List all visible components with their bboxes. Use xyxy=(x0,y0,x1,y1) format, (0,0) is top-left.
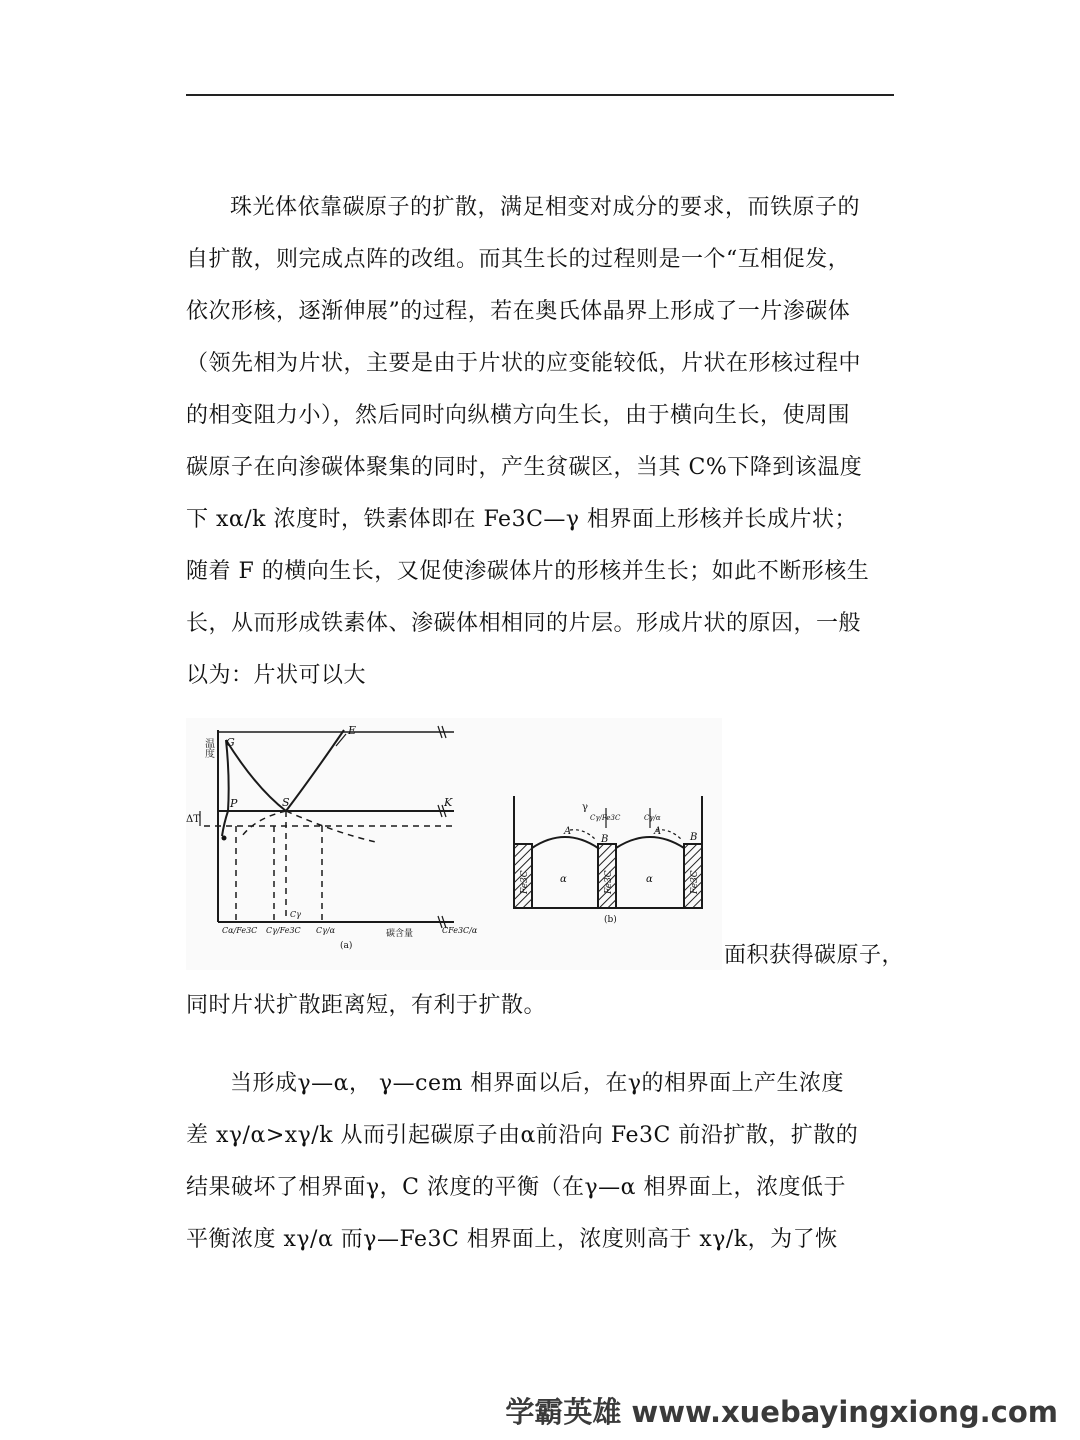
figure-svg xyxy=(186,718,722,970)
label-a-right: A xyxy=(654,826,662,837)
text-line: 长，从而形成铁素体、渗碳体相相同的片层。形成片状的原因，一般 xyxy=(186,611,862,636)
label-fe3c-middle: Fe3C xyxy=(604,870,614,894)
label-fe3c-left: Fe3C xyxy=(520,870,530,894)
label-c-gamma-fe3c: Cγ/Fe3C xyxy=(590,814,621,822)
text-line: 平衡浓度 xγ/α 而γ—Fe3C 相界面上，浓度则高于 xγ/k，为了恢 xyxy=(186,1227,838,1252)
label-b-left: B xyxy=(601,834,609,845)
label-a-left: A xyxy=(564,826,572,837)
pearlite-growth-figure xyxy=(186,718,722,970)
x-axis-label: 碳含量 xyxy=(386,929,414,939)
text-line: 依次形核，逐渐伸展”的过程，若在奥氏体晶界上形成了一片渗碳体 xyxy=(186,299,851,324)
label-gamma: γ xyxy=(582,802,588,813)
text-line: 随着 F 的横向生长，又促使渗碳体片的形核并生长；如此不断形核生 xyxy=(186,559,870,584)
header-rule xyxy=(186,94,894,96)
text-line: 结果破坏了相界面γ，C 浓度的平衡（在γ—α 相界面上，浓度低于 xyxy=(186,1175,846,1200)
text-line: 碳原子在向渗碳体聚集的同时，产生贫碳区，当其 C%下降到该温度 xyxy=(186,455,863,480)
text-line: 面积获得碳原子， xyxy=(724,943,905,968)
site-watermark: 学霸英雄 www.xuebayingxiong.com xyxy=(505,1395,1058,1429)
caption-b: (b) xyxy=(604,915,617,925)
label-p: P xyxy=(230,797,238,810)
label-s: S xyxy=(282,796,290,809)
text-line: 的相变阻力小），然后同时向纵横方向生长，由于横向生长，使周围 xyxy=(186,403,851,428)
tick-label-3: Cγ/α xyxy=(316,926,335,935)
label-c-gamma: Cγ xyxy=(290,910,301,919)
tick-label-1: Cα/Fe3C xyxy=(222,926,258,935)
text-line: （领先相为片状，主要是由于片状的应变能较低，片状在形核过程中 xyxy=(186,351,862,376)
text-line: 下 xα/k 浓度时，铁素体即在 Fe3C—γ 相界面上形核并长成片状； xyxy=(186,507,858,532)
tick-label-5: CFe3C/α xyxy=(442,926,478,935)
label-alpha-left: α xyxy=(560,874,567,885)
text-line: 以为：片状可以大 xyxy=(186,663,367,688)
text-line: 当形成γ—α， γ—cem 相界面以后，在γ的相界面上产生浓度 xyxy=(230,1071,844,1096)
text-line: 差 xγ/α>xγ/k 从而引起碳原子由α前沿向 Fe3C 前沿扩散，扩散的 xyxy=(186,1123,859,1148)
label-delta-t: ΔT xyxy=(186,814,200,825)
point-dot xyxy=(222,836,227,841)
label-b-right: B xyxy=(690,832,698,843)
label-c-gamma-alpha: Cγ/α xyxy=(644,814,661,822)
y-axis-label: 温度 xyxy=(202,738,214,758)
paragraph-2 xyxy=(186,1058,896,1266)
label-k: K xyxy=(444,796,453,809)
label-e: E xyxy=(348,724,357,737)
label-alpha-right: α xyxy=(646,874,653,885)
text-line: 同时片状扩散距离短，有利于扩散。 xyxy=(186,993,547,1018)
label-g: G xyxy=(226,736,235,749)
text-line: 珠光体依靠碳原子的扩散，满足相变对成分的要求，而铁原子的 xyxy=(230,195,861,220)
text-line: 自扩散，则完成点阵的改组。而其生长的过程则是一个“互相促发， xyxy=(186,247,851,272)
tick-label-2: Cγ/Fe3C xyxy=(266,926,301,935)
caption-a: (a) xyxy=(340,941,353,951)
label-fe3c-right: Fe3C xyxy=(690,870,700,894)
paragraph-1 xyxy=(186,182,896,702)
